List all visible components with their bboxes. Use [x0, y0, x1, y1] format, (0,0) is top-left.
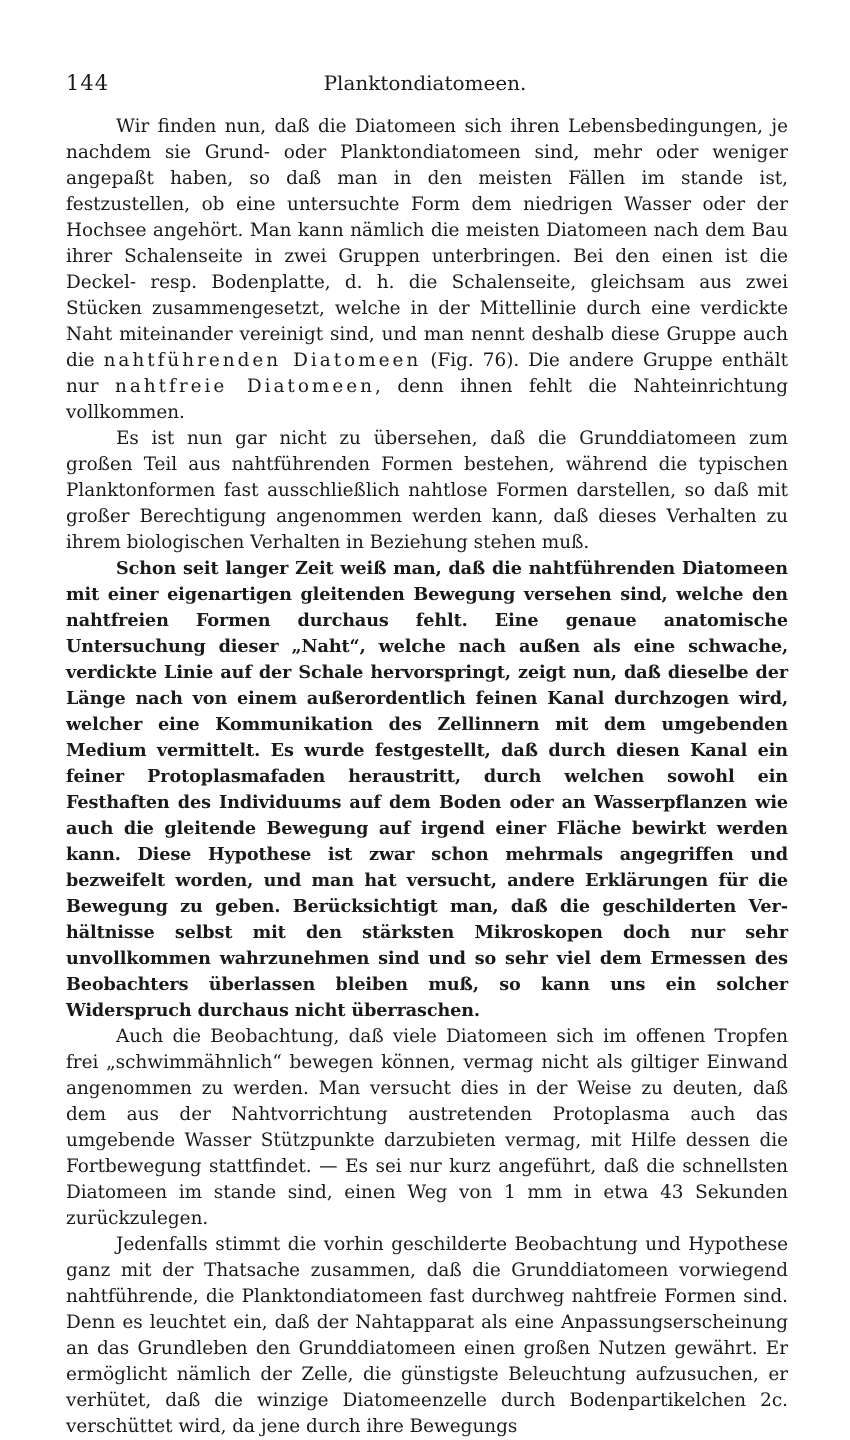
emphasis-nahtfreie-diatomeen: nahtfreie Diatomeen — [115, 376, 375, 397]
paragraph-5: Jedenfalls stimmt die vorhin geschilderte Beobachtung und Hypothese ganz mit der Thatsache zusammen, daß die Grunddiatomeen vorwiegend nahtführende, die Planktondiatomeen fast durchweg nahtfreie Formen sind. Denn es leuchtet ein, daß der Nahtapparat als eine Anpassungserscheinung an das Grundleben den Grunddiatomeen einen großen Nutzen gewährt. Er ermöglicht nämlich der Zelle, die günstigste Beleuchtung aufzusuchen, er verhütet, daß die winzige Diatomeenzelle durch Bodenpartikelchen 2c. verschüttet wird, da jene durch ihre Bewegungs — [66, 1234, 788, 1437]
paragraph-1-text-a: Wir finden nun, daß die Diatomeen sich ihren Lebensbedingungen, je nachdem sie Grund- oder Planktondiatomeen sind, mehr oder weniger angepaßt haben, so daß man in den meisten Fällen im stande ist, festzustellen, ob eine untersuchte Form dem niedrigen Wasser oder der Hochsee angehört. Man kann nämlich die meisten Diatomeen nach dem Bau ihrer Schalenseite in zwei Gruppen unterbringen. Bei den einen ist die Deckel- resp. Bodenplatte, d. h. die Schalenseite, gleichsam aus zwei Stücken zusammengesetzt, welche in der Mittellinie durch eine verdickte Naht miteinander vereinigt sind, und man nennt deshalb diese Gruppe auch die — [66, 116, 788, 371]
paragraph-1-text-c: , denn ihnen fehlt die Nahteinrichtung vollkommen. — [66, 376, 789, 423]
page-body — [66, 114, 788, 1440]
page-number: 144 — [66, 71, 110, 95]
emphasis-nahtfuehrende-diatomeen: nahtführenden Diatomeen — [103, 350, 422, 371]
paragraph-1 — [66, 114, 788, 426]
page-header — [66, 68, 784, 98]
running-title: Planktondiatomeen. — [323, 71, 527, 95]
paragraph-2: Es ist nun gar nicht zu übersehen, daß die Grunddiatomeen zum großen Teil aus nahtführenden Formen bestehen, während die typischen Planktonformen fast ausschließlich nahtlose Formen darstellen, so daß mit großer Berechtigung angenommen werden kann, daß dieses Verhalten zu ihrem biologischen Verhalten in Beziehung stehen muß. — [66, 428, 788, 553]
paragraph-3: Schon seit langer Zeit weiß man, daß die nahtführenden Diatomeen mit einer eigenartigen gleitenden Bewegung versehen sind, welche den nahtfreien Formen durchaus fehlt. Eine genaue anatomische Untersuchung dieser „Naht“, welche nach außen als eine schwache, verdickte Linie auf der Schale hervorspringt, zeigt nun, daß dieselbe der Länge nach von einem außerordentlich feinen Kanal durchzogen wird, welcher eine Kommunikation des Zellinnern mit dem umgebenden Medium vermittelt. Es wurde festgestellt, daß durch diesen Kanal ein feiner Protoplasmafaden heraustritt, durch welchen sowohl ein Festhaften des Individuums auf dem Boden oder an Wasserpflanzen wie auch die gleitende Bewegung auf irgend einer Fläche bewirkt werden kann. Diese Hypothese ist zwar schon mehrmals angegriffen und bezweifelt worden, und man hat versucht, andere Erklärungen für die Bewegung zu geben. Berücksichtigt man, daß die geschilderten Verhältnisse selbst mit den stärksten Mikroskopen doch nur sehr unvollkommen wahrzunehmen sind und so sehr viel dem Ermessen des Beobachters überlassen bleiben muß, so kann uns ein solcher Widerspruch durchaus nicht überraschen. — [66, 558, 788, 1021]
paragraph-1-text-b: (Fig. 76). Die andere Gruppe enthält nur — [66, 350, 788, 397]
paragraph-4: Auch die Beobachtung, daß viele Diatomeen sich im offenen Tropfen frei „schwimmähnlich“ bewegen können, vermag nicht als giltiger Einwand angenommen zu werden. Man versucht dies in der Weise zu deuten, daß dem aus der Nahtvorrichtung austretenden Protoplasma auch das umgebende Wasser Stützpunkte darzubieten vermag, mit Hilfe dessen die Fortbewegung stattfindet. — Es sei nur kurz angeführt, daß die schnellsten Diatomeen im stande sind, einen Weg von 1 mm in etwa 43 Sekunden zurückzulegen. — [66, 1026, 788, 1229]
